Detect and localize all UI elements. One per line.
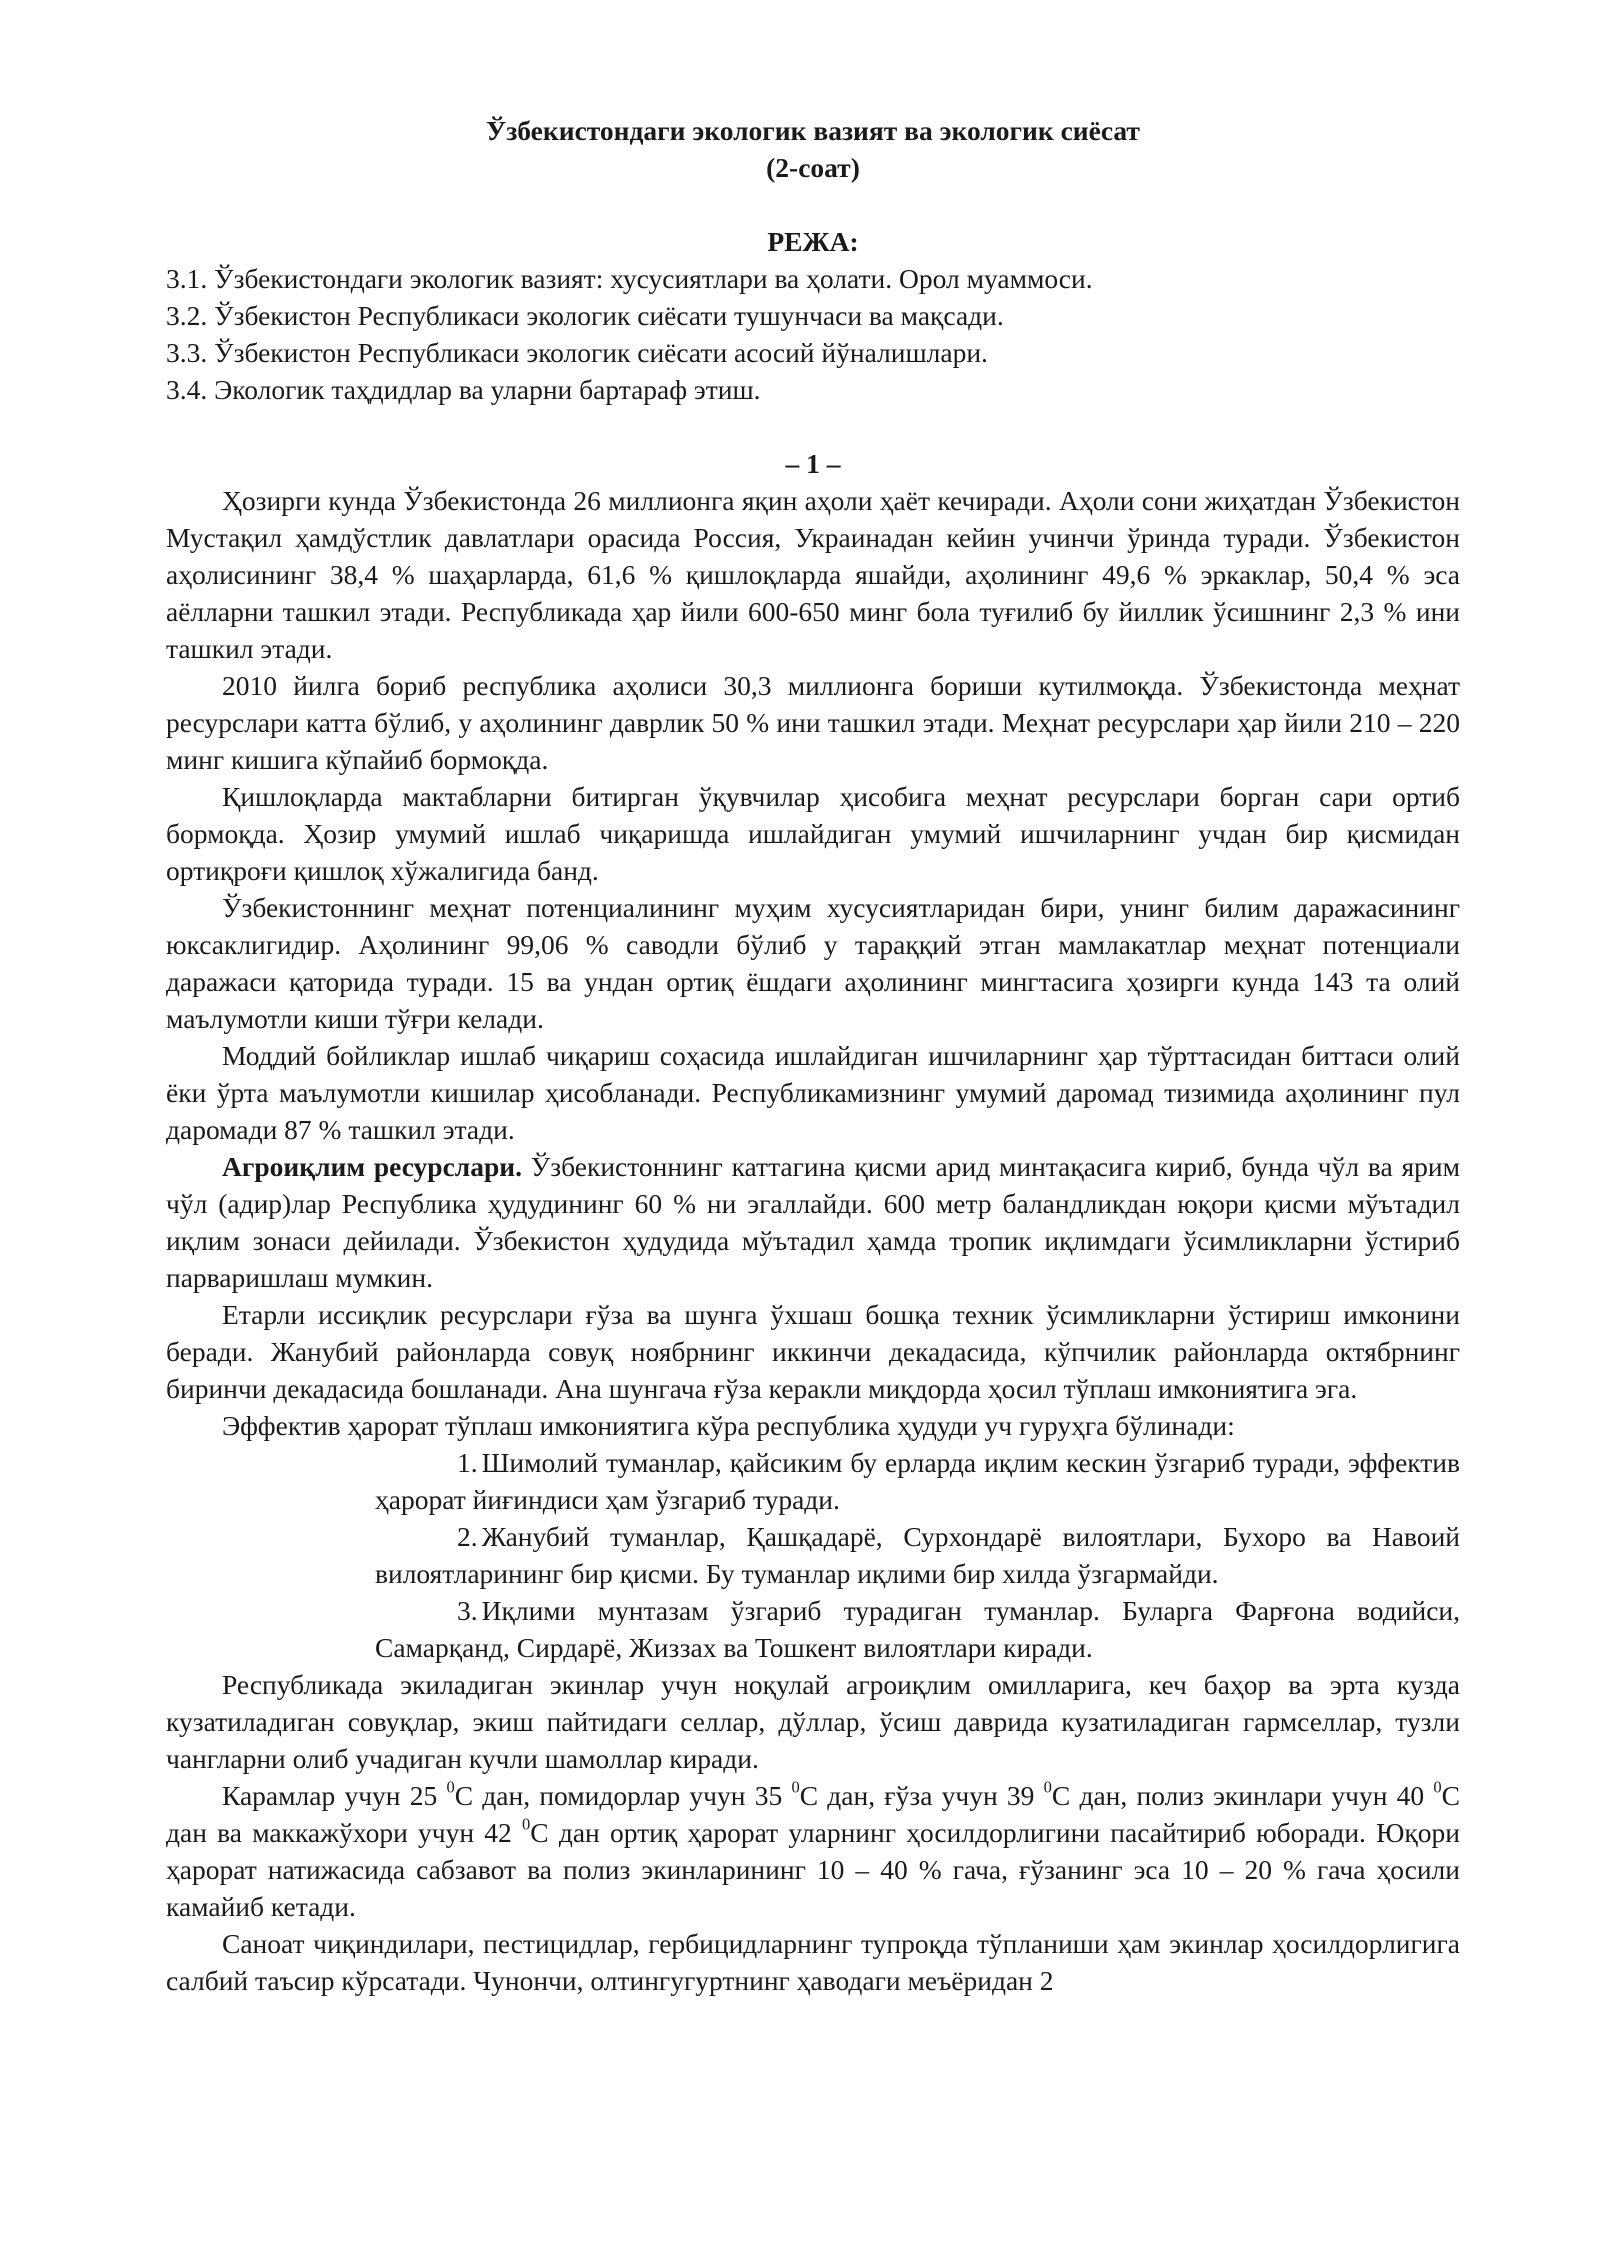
paragraph: Ўзбекистоннинг меҳнат потенциалининг муҳим хусусиятларидан бири, унинг билим даражасининг юксаклигидир. Аҳолининг 99,06 % саводли бўлиб у тараққий этган мамлакатлар меҳнат потенциали даражаси қаторида туради. 15 ва ундан ортиқ ёшдаги аҳолининг мингтасига ҳозирги кунда 143 та олий маълумотли киши тўғри келади. xyxy=(166,892,1460,1034)
item-text: Жанубий туманлар, Қашқадарё, Сурхондарё вилоятлари, Бухоро ва Навоий вилоятларининг бир қисми. Бу туманлар иқлими бир хилда ўзгармайди. xyxy=(375,1521,1460,1589)
plan-item: 3.4. Экологик таҳдидлар ва уларни бартараф этиш. xyxy=(166,374,761,405)
paragraph: Етарли иссиқлик ресурслари ғўза ва шунга ўхшаш бошқа техник ўсимликларни ўстириш имконини беради. Жанубий районларда совуқ ноябрнинг иккинчи декадасида, кўпчилик районларда октябрнинг биринчи декадасида бошланади. Ана шунгача ғўза керакли миқдорда ҳосил тўплаш имкониятига эга. xyxy=(166,1299,1460,1404)
numbered-item xyxy=(375,1518,1460,1592)
paragraph: Қишлоқларда мактабларни битирган ўқувчилар ҳисобига меҳнат ресурслари борган сари ортиб бормоқда. Ҳозир умумий ишлаб чиқаришда ишлайдиган умумий ишчиларнинг учдан бир қисмидан ортиқроғи қишлоқ хўжалигида банд. xyxy=(166,781,1460,886)
item-number: 1. xyxy=(457,1447,478,1478)
numbered-item xyxy=(375,1592,1460,1666)
paragraph: Ҳозирги кунда Ўзбекистонда 26 миллионга яқин аҳоли ҳаёт кечиради. Аҳоли сони жиҳатдан Ўзбекистон Мустақил ҳамдўстлик давлатлари орасида Россия, Украинадан кейин учинчи ўринда туради. Ўзбекистон аҳолисининг 38,4 % шаҳарларда, 61,6 % қишлоқларда яшайди, аҳолининг 49,6 % эркаклар, 50,4 % эса аёлларни ташкил этади. Республикада ҳар йили 600-650 минг бола туғилиб бу йиллик ўсишнинг 2,3 % ини ташкил этади. xyxy=(166,485,1460,664)
degree-superscript: 0 xyxy=(1043,1777,1052,1797)
numbered-item xyxy=(375,1444,1460,1518)
paragraph: 2010 йилга бориб республика аҳолиси 30,3 миллионга бориши кутилмоқда. Ўзбекистонда меҳнат ресурслари катта бўлиб, у аҳолининг даврлик 50 % ини ташкил этади. Меҳнат ресурслари ҳар йили 210 – 220 минг кишига кўпайиб бормоқда. xyxy=(166,670,1460,775)
item-number: 2. xyxy=(457,1521,478,1552)
spacer xyxy=(166,408,1460,445)
plan-heading: РЕЖА: xyxy=(767,226,859,257)
paragraph-text: Ўзбекистоннинг каттагина қисми арид минтақасига кириб, бунда чўл ва ярим чўл (адир)лар Республика ҳудудининг 60 % ни эгаллайди. 600 метр баландликдан юқори қисми мўътадил иқлим зонаси дейилади. Ўзбекистон ҳудудида мўътадил ҳамда тропик иқлимдаги ўсимликларни ўстириб парваришлаш мумкин. xyxy=(166,1151,1460,1293)
plan-item: 3.2. Ўзбекистон Республикаси экологик сиёсати тушунчаси ва мақсади. xyxy=(166,300,1004,331)
text-run: С дан, помидорлар учун 35 xyxy=(454,1780,792,1811)
text-run: С дан ва маккажўхори учун 42 xyxy=(166,1780,1460,1848)
paragraph xyxy=(166,1777,1460,1925)
item-text: Иқлими мунтазам ўзгариб турадиган туманлар. Буларга Фарғона водийси, Самарқанд, Сирдарё, Жиззах ва Тошкент вилоятлари киради. xyxy=(375,1595,1460,1663)
text-run: С дан, ғўза учун 39 xyxy=(799,1780,1044,1811)
degree-superscript: 0 xyxy=(791,1777,800,1797)
paragraph: Саноат чиқиндилари, пестицидлар, гербицидларнинг тупроқда тўпланиши ҳам экинлар ҳосилдорлигига салбий таъсир кўрсатади. Чунончи, олтингугуртнинг ҳаводаги меъёридан 2 xyxy=(166,1928,1460,1996)
plan-item: 3.1. Ўзбекистондаги экологик вазият: хусусиятлари ва ҳолати. Орол муаммоси. xyxy=(166,263,1093,294)
spacer xyxy=(166,186,1460,223)
paragraph-heading: Агроиқлим ресурслари. xyxy=(222,1151,523,1182)
degree-superscript: 0 xyxy=(1433,1777,1442,1797)
document-content xyxy=(166,112,1460,1999)
item-text: Шимолий туманлар, қайсиким бу ерларда иқлим кескин ўзгариб туради, эффектив ҳарорат йиғиндиси ҳам ўзгариб туради. xyxy=(375,1447,1460,1515)
item-number: 3. xyxy=(457,1595,478,1626)
paragraph: Моддий бойликлар ишлаб чиқариш соҳасида ишлайдиган ишчиларнинг ҳар тўрттасидан биттаси олий ёки ўрта маълумотли кишилар ҳисобланади. Республикамизнинг умумий даромад тизимида аҳолининг пул даромади 87 % ташкил этади. xyxy=(166,1040,1460,1145)
document-subtitle: (2-соат) xyxy=(766,152,860,183)
paragraph: Эффектив ҳарорат тўплаш имкониятига кўра республика ҳудуди уч гуруҳга бўлинади: xyxy=(222,1410,1235,1441)
paragraph xyxy=(166,1148,1460,1296)
text-run: Карамлар учун 25 xyxy=(222,1780,447,1811)
section-number: – 1 – xyxy=(785,448,841,479)
document-title: Ўзбекистондаги экологик вазият ва экологик сиёсат xyxy=(486,115,1140,146)
text-run: С дан, полиз экинлари учун 40 xyxy=(1051,1780,1434,1811)
plan-item: 3.3. Ўзбекистон Республикаси экологик сиёсати асосий йўналишлари. xyxy=(166,337,988,368)
plan-list xyxy=(166,260,1460,408)
text-run: С дан ортиқ ҳарорат уларнинг ҳосилдорлигини пасайтириб юборади. Юқори ҳарорат натижасида сабзавот ва полиз экинларининг 10 – 40 % гача, ғўзанинг эса 10 – 20 % гача ҳосили камайиб кетади. xyxy=(166,1817,1460,1922)
paragraph: Республикада экиладиган экинлар учун ноқулай агроиқлим омилларига, кеч баҳор ва эрта кузда кузатиладиган совуқлар, экиш пайтидаги селлар, дўллар, ўсиш даврида кузатиладиган гармселлар, тузли чангларни олиб учадиган кучли шамоллар киради. xyxy=(166,1669,1460,1774)
degree-superscript: 0 xyxy=(446,1777,455,1797)
degree-superscript: 0 xyxy=(522,1814,531,1834)
